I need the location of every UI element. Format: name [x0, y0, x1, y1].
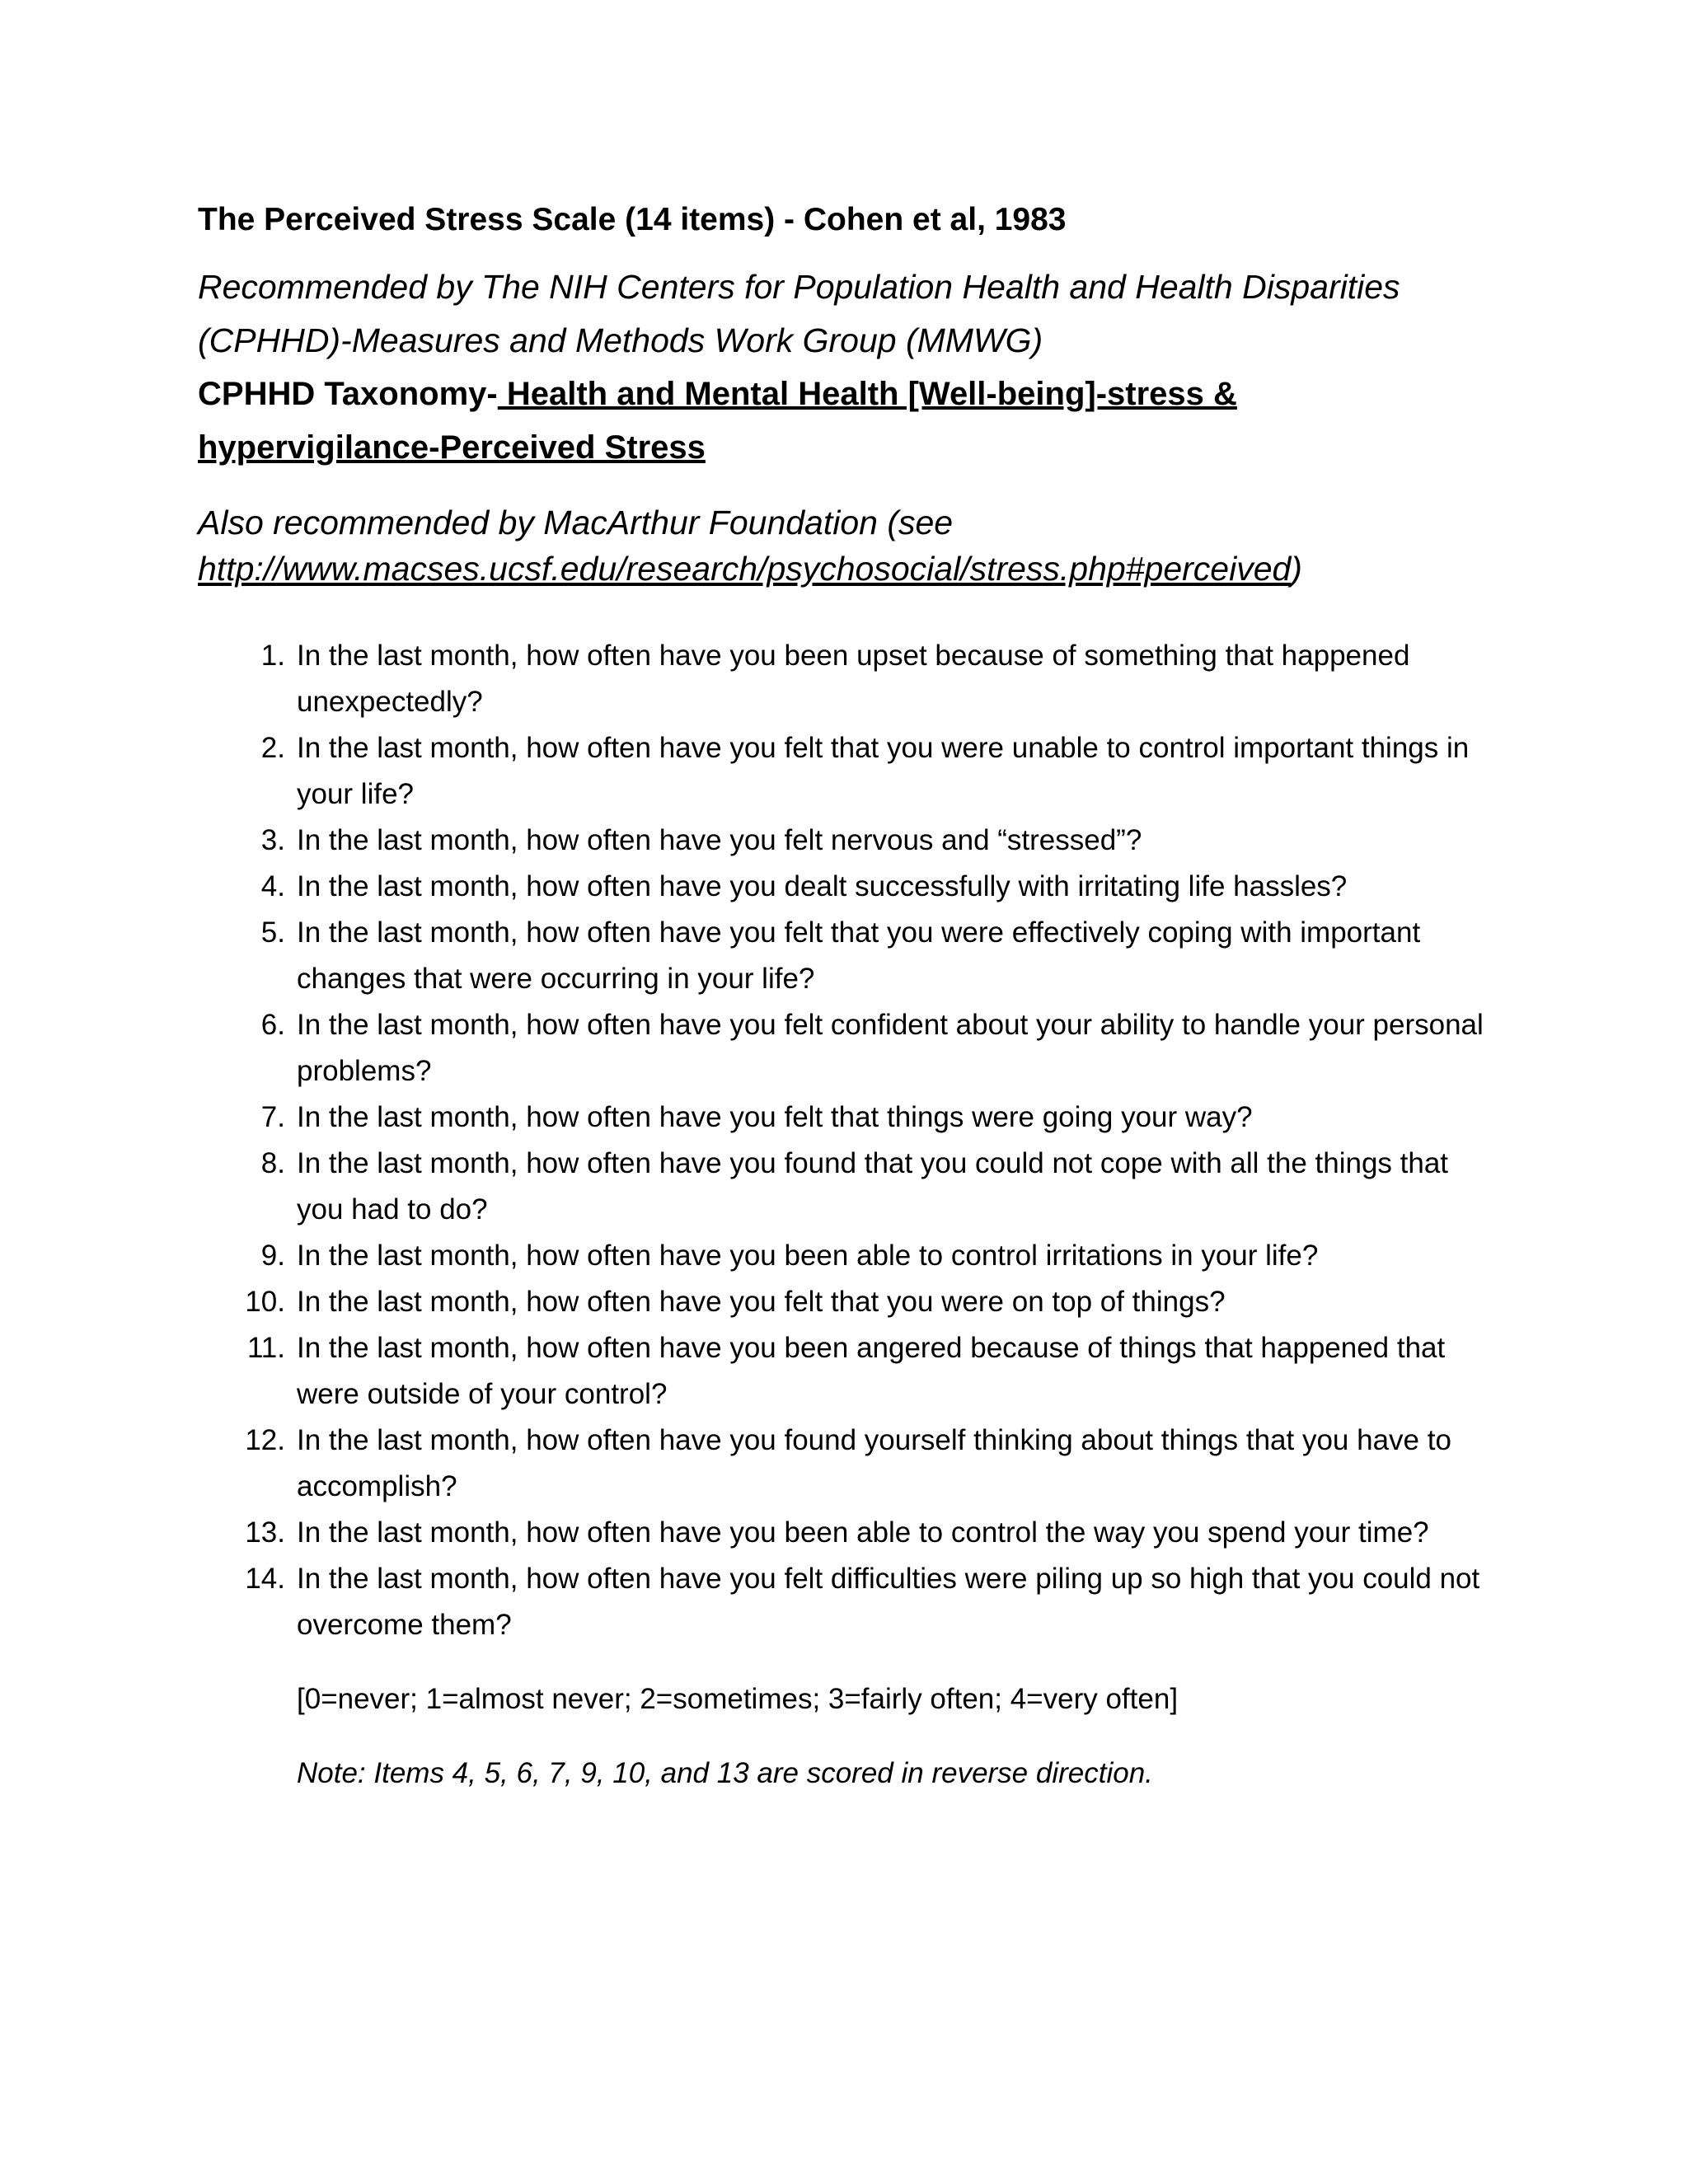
item-number-text: 14. — [245, 1563, 285, 1595]
also-line-1: Also recommended by MacArthur Foundation (see — [198, 504, 954, 541]
item-question: In the last month, how often have you felt nervous and “stressed”? — [297, 824, 1142, 856]
item-number — [198, 1141, 297, 1233]
item-question: In the last month, how often have you found that you could not cope with all the things that you had to do? — [297, 1147, 1449, 1226]
recommended-line-2: (CPHHD)-Measures and Methods Work Group (MMWG) — [198, 321, 1043, 359]
list-item — [198, 1279, 1492, 1325]
taxonomy-line-2: hypervigilance-Perceived Stress — [198, 429, 706, 466]
item-number-text: 11. — [246, 1332, 285, 1364]
item-number-text: 3. — [260, 824, 285, 856]
item-question: In the last month, how often have you been able to control irritations in your life? — [297, 1240, 1319, 1272]
item-number — [198, 1325, 297, 1418]
item-number — [198, 864, 297, 910]
item-number — [198, 1094, 297, 1141]
list-item — [198, 864, 1492, 910]
item-number — [198, 910, 297, 1002]
recommended-line-1: Recommended by The NIH Centers for Population Health and Health Disparities — [198, 268, 1400, 306]
item-number — [198, 1510, 297, 1556]
list-item — [198, 1418, 1492, 1510]
item-number-text: 4. — [260, 870, 285, 902]
also-close-paren: ) — [1291, 550, 1302, 588]
scoring-note: Note: Items 4, 5, 6, 7, 9, 10, and 13 are scored in reverse direction. — [297, 1757, 1153, 1789]
item-question: In the last month, how often have you been angered because of things that happened that were outside of your control? — [297, 1332, 1446, 1410]
item-number-text: 9. — [260, 1240, 285, 1272]
item-question: In the last month, how often have you felt that you were unable to control important things in your life? — [297, 732, 1470, 810]
item-number — [198, 1418, 297, 1510]
item-number — [198, 1233, 297, 1279]
document-title: The Perceived Stress Scale (14 items) - Cohen et al, 1983 — [198, 202, 1067, 237]
item-number-text: 8. — [260, 1147, 285, 1179]
list-item — [198, 910, 1492, 1002]
item-number-text: 5. — [260, 916, 285, 949]
recommended-by-nih — [198, 260, 1492, 368]
list-item — [198, 633, 1492, 725]
list-item — [198, 1510, 1492, 1556]
item-question: In the last month, how often have you been able to control the way you spend your time? — [297, 1516, 1429, 1549]
list-item — [198, 1094, 1492, 1141]
item-question: In the last month, how often have you felt confident about your ability to handle your personal problems? — [297, 1009, 1484, 1087]
list-item — [198, 1233, 1492, 1279]
item-question: In the last month, how often have you dealt successfully with irritating life hassles? — [297, 870, 1348, 902]
list-item — [198, 1325, 1492, 1418]
list-item — [198, 1002, 1492, 1094]
item-question: In the last month, how often have you found yourself thinking about things that you have to accomplish? — [297, 1424, 1451, 1502]
also-recommended-macarthur — [198, 499, 1492, 592]
document-page — [198, 198, 1492, 1797]
item-question: In the last month, how often have you been upset because of something that happened unexpectedly? — [297, 640, 1410, 718]
cphhd-taxonomy — [198, 368, 1492, 475]
item-question: In the last month, how often have you felt that you were on top of things? — [297, 1286, 1226, 1318]
item-number-text: 7. — [260, 1101, 285, 1133]
item-number-text: 6. — [260, 1009, 285, 1041]
response-scale: [0=never; 1=almost never; 2=sometimes; 3=fairly often; 4=very often] — [297, 1683, 1179, 1715]
list-item — [198, 1141, 1492, 1233]
taxonomy-line-1: Health and Mental Health [Well-being]-stress & — [497, 376, 1237, 412]
taxonomy-label: CPHHD Taxonomy- — [198, 376, 498, 412]
item-question: In the last month, how often have you felt that things were going your way? — [297, 1101, 1253, 1133]
item-number — [198, 1002, 297, 1094]
item-number-text: 1. — [260, 640, 285, 672]
list-item — [198, 818, 1492, 864]
item-number-text: 2. — [260, 732, 285, 764]
item-number-text: 12. — [245, 1424, 285, 1456]
item-number — [198, 818, 297, 864]
item-number — [198, 725, 297, 818]
macses-link[interactable]: http://www.macses.ucsf.edu/research/psychosocial/stress.php#perceived — [198, 550, 1292, 588]
stress-scale-items — [198, 633, 1492, 1648]
item-question: In the last month, how often have you felt that you were effectively coping with important changes that were occurring in your life? — [297, 916, 1421, 995]
list-item — [198, 1556, 1492, 1648]
list-item — [198, 725, 1492, 818]
item-number — [198, 1556, 297, 1648]
item-number-text: 10. — [245, 1286, 285, 1318]
item-number-text: 13. — [245, 1516, 285, 1549]
item-number — [198, 633, 297, 725]
item-number — [198, 1279, 297, 1325]
item-question: In the last month, how often have you felt difficulties were piling up so high that you could not overcome them? — [297, 1563, 1480, 1641]
